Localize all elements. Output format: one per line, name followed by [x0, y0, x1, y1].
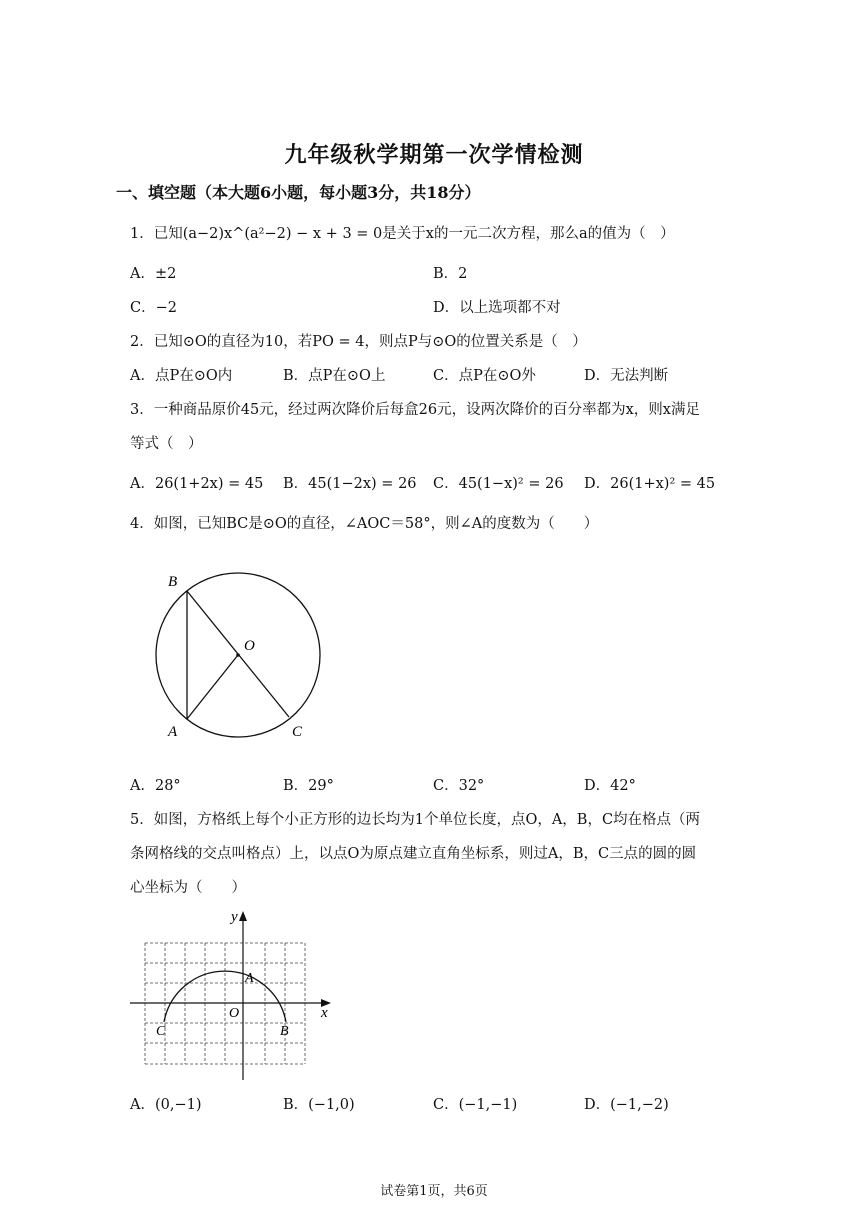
q5-option-c: C．(−1,−1) — [433, 1097, 518, 1113]
q1-option-d: D．以上选项都不对 — [433, 300, 561, 316]
q3-option-c: C．45(1−x)² = 26 — [433, 476, 564, 492]
q5-label-a: A — [245, 971, 254, 986]
q2-option-d: D．无法判断 — [584, 368, 669, 384]
q5-label-c: C — [156, 1024, 166, 1039]
q3-option-a: A．26(1+2x) = 45 — [130, 476, 264, 492]
q4-label-a: A — [168, 724, 178, 740]
question-5-stem-line2: 条网格线的交点叫格点）上，以点O为原点建立直角坐标系，则过A，B，C三点的圆的圆 — [130, 846, 697, 862]
question-3-stem-line1: 3．一种商品原价45元，经过两次降价后每盒26元，设两次降价的百分率都为x，则x满足 — [130, 402, 700, 418]
q4-radius-ao — [187, 655, 238, 719]
q5-label-x: x — [321, 1005, 328, 1021]
section-heading: 一、填空题（本大题6小题，每小题3分，共18分） — [116, 183, 481, 202]
q5-y-arrow — [239, 911, 247, 921]
q1-option-b: B．2 — [433, 266, 468, 282]
q4-label-o: O — [244, 638, 255, 654]
q2-option-c: C．点P在⊙O外 — [433, 368, 536, 384]
question-1-stem: 1．已知(a−2)x^(a²−2) − x + 3 = 0是关于x的一元二次方程，那么a的值为（ ） — [130, 226, 675, 242]
q1-option-c: C．−2 — [130, 300, 177, 316]
question-3-stem-line2: 等式（ ） — [130, 436, 203, 452]
q5-label-o: O — [229, 1006, 240, 1021]
q4-label-c: C — [292, 724, 303, 740]
q5-option-d: D．(−1,−2) — [584, 1097, 669, 1113]
q5-label-b: B — [280, 1024, 289, 1039]
q5-label-y: y — [231, 909, 238, 925]
q1-option-a: A．±2 — [130, 266, 177, 282]
q4-option-c: C．32° — [433, 778, 485, 794]
q4-center-dot — [236, 653, 240, 657]
page-footer: 试卷第1页，共6页 — [380, 1184, 488, 1199]
q4-circle-figure — [140, 560, 340, 750]
q4-option-b: B．29° — [283, 778, 334, 794]
q5-grid-figure — [125, 905, 345, 1085]
q2-option-a: A．点P在⊙O内 — [130, 368, 233, 384]
question-5-stem-line1: 5．如图，方格纸上每个小正方形的边长均为1个单位长度，点O，A，B，C均在格点（两 — [130, 812, 701, 828]
page-title: 九年级秋学期第一次学情检测 — [284, 142, 584, 168]
question-2-stem: 2．已知⊙O的直径为10，若PO = 4，则点P与⊙O的位置关系是（ ） — [130, 334, 587, 350]
q5-option-b: B．(−1,0) — [283, 1097, 355, 1113]
question-5-stem-line3: 心坐标为（ ） — [130, 880, 246, 896]
question-4-stem: 4．如图，已知BC是⊙O的直径，∠AOC＝58°，则∠A的度数为（ ） — [130, 516, 599, 532]
q4-label-b: B — [168, 574, 178, 590]
q3-option-b: B．45(1−2x) = 26 — [283, 476, 417, 492]
q4-option-a: A．28° — [130, 778, 181, 794]
q5-option-a: A．(0,−1) — [130, 1097, 202, 1113]
q2-option-b: B．点P在⊙O上 — [283, 368, 386, 384]
q3-option-d: D．26(1+x)² = 45 — [584, 476, 716, 492]
q4-option-d: D．42° — [584, 778, 636, 794]
